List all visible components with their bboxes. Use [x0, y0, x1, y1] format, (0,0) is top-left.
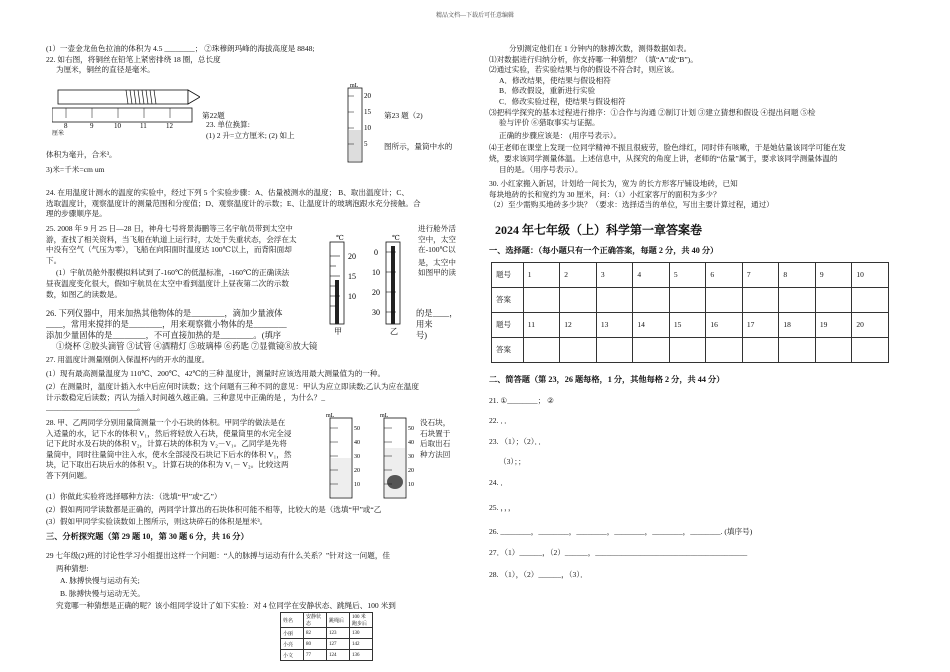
- q26-line: 26. 下列仪器中，用来加热其他物体的是________，滴加少量液体: [46, 309, 283, 318]
- answer-cell[interactable]: [779, 288, 816, 313]
- q27-line: 计示数稳定后读数；丙认为插入时间越久越正确。三种意见中正确的是 ，为什么？_: [46, 392, 326, 402]
- q25-line: 游，查找了相关资料，当飞船在轨道上运行时，太处于失重状态，会浮在太: [46, 234, 297, 244]
- q29-continued-line: 正确的步骤应该是： (用序号表示）。: [499, 130, 622, 140]
- cylinder-unit: mL: [326, 413, 335, 419]
- cylinder-tick: 40: [408, 440, 414, 446]
- answer-cell[interactable]: [852, 288, 889, 313]
- q22-line: 22. 如右图，将铜丝在铅笔上紧密排绕 18 圈，总长度: [46, 54, 221, 64]
- q29-line: B. 脉搏快慢与运动无关。: [60, 588, 145, 598]
- q25-line: 下。: [46, 255, 62, 265]
- table-cell: 答案: [492, 338, 524, 363]
- graduated-cylinders-figure: [322, 410, 422, 502]
- table-cell: 4: [633, 263, 670, 288]
- table-cell: 答案: [492, 288, 524, 313]
- q25-right-line: 如图甲的读: [418, 268, 456, 278]
- q23-line: (1) 2 升=立方厘米; (2) 如上: [206, 130, 295, 140]
- answer-cell[interactable]: [742, 288, 779, 313]
- q25-line: 中没有空气（气压为零），飞船在向阳面时温度达 100℃以上，而背阳面却: [46, 245, 292, 255]
- table-cell: 题号: [492, 263, 524, 288]
- q27-block: [46, 355, 464, 414]
- table-cell: 15: [669, 313, 706, 338]
- table-row: [492, 313, 889, 338]
- q25-line: 25. 2008 年 9 月 25 日—28 日，神舟七号将景海鹏等三名宇航员带到太空中: [46, 224, 293, 233]
- q29-continued-line: 分别测定他们在 1 分钟内的脉搏次数，测得数据如表。: [509, 44, 692, 53]
- q29-continued-line: ⑵通过实验，若实验结果与你的假设不符合时，则应该。: [489, 65, 679, 75]
- q29-continued-line: ⑷王老师在课堂上发现一位同学精神不振且很疲劳，脸色绯红，同时伴有咳嗽，于是她估量该同学可能在发: [489, 143, 846, 153]
- q26-line: ①烧杯 ②胶头滴管 ③试管 ④酒精灯 ⑤玻璃棒 ⑥药匙 ⑦显微镜⑧放大镜: [56, 342, 318, 351]
- cylinder-tick: 30: [408, 454, 414, 460]
- q25-line: 昼夜温度变化很大，假如宇航员在太空中看到温度计上昼夜第二次的示数: [46, 278, 289, 288]
- cylinder-tick: 40: [354, 440, 360, 446]
- table-row: [492, 338, 889, 363]
- q29-continued-line: 目的是。（用序号表示）。: [499, 164, 583, 174]
- cylinder-tick: 20: [408, 468, 414, 474]
- table-cell: 82: [304, 628, 327, 639]
- q22-line: 为厘米，铜丝的直径是毫米。: [56, 65, 155, 75]
- q25-right-line: 在-100℃以: [418, 245, 456, 255]
- q28b-line: (2）假如两同学读数都是正确的，两同学计算出的石块体积可能不相等，比较大的是（选填“甲”或“乙: [46, 504, 382, 514]
- table-row: [492, 263, 889, 288]
- table-cell: 8: [779, 263, 816, 288]
- table-row: [492, 288, 889, 313]
- section-heading: 三、分析探究题（第 29 题 10，第 30 题 6 分，共 16 分）: [46, 531, 249, 541]
- table-cell: 5: [669, 263, 706, 288]
- cylinder-tick: 50: [354, 426, 360, 432]
- cylinder-unit: mL: [380, 413, 389, 419]
- q26-right-line: 号): [416, 331, 428, 340]
- answer-cell[interactable]: [523, 288, 560, 313]
- table-cell: 136: [350, 650, 373, 661]
- table-cell: 13: [596, 313, 633, 338]
- pulse-data-table: [280, 612, 373, 661]
- cylinder-tick: 10: [408, 482, 414, 488]
- answer-cell[interactable]: [560, 288, 597, 313]
- table-cell: 130: [350, 628, 373, 639]
- q25-right-line: 空中，太空: [418, 234, 456, 244]
- answer-cell[interactable]: [742, 338, 779, 363]
- q27-line: (1）现有最高测量温度为 110℃、200℃、42℃的三种 温度计，测量时应该选用最大测量值为的一种。: [46, 368, 386, 378]
- cylinder-tick: 20: [364, 92, 371, 100]
- q23-line: 3)米=千米=cm um: [46, 164, 105, 174]
- ruler-tick-label: 8: [64, 122, 68, 130]
- answer-cell[interactable]: [633, 288, 670, 313]
- thermometer-b-label: 乙: [390, 327, 398, 336]
- q30-line: 30. 小红家搬入新居，计划给一间长为，宽为 的长方形客厅铺设地砖，已知: [489, 179, 738, 189]
- ruler-unit: 厘米: [52, 131, 65, 136]
- table-cell: 124: [327, 650, 350, 661]
- q28-right-line: 种方法回: [420, 449, 451, 459]
- table-cell: 16: [706, 313, 743, 338]
- thermometer-b-tick: 0: [374, 248, 378, 257]
- answer-cell[interactable]: [706, 338, 743, 363]
- table-cell: 安静状态: [304, 613, 327, 628]
- q25-line: 数，如图乙的读数是。: [46, 289, 122, 299]
- q28-line: 28. 甲、乙两同学分别用量筒测量一个小石块的体积。甲同学的做法是在: [46, 418, 286, 427]
- ruler-tick-label: 10: [114, 122, 121, 130]
- ruler-tick-label: 9: [90, 122, 94, 130]
- q29-continued-line: 验与评价 ⑥猎取事实与证据。: [499, 118, 600, 128]
- q29-continued-line: ⑶把科学探究的基本过程进行排序：①合作与沟通 ②制订计划 ③建立猜想和假设 ④提出问题 ⑤检: [489, 107, 816, 117]
- table-cell: 10: [852, 263, 889, 288]
- table-cell: 跳绳后: [327, 613, 350, 628]
- q30-line: 每块地砖的长和宽约为 30 厘米，问：（1）小红家客厅的面积为多少？: [489, 189, 721, 199]
- q29-continued-line: B．修改假设，重新进行实验: [499, 86, 596, 96]
- q29-line: 两种猜想:: [56, 563, 89, 573]
- answer-cell[interactable]: [523, 338, 560, 363]
- table-cell: 12: [560, 313, 597, 338]
- table-cell: 小文: [281, 650, 304, 661]
- answer-cell[interactable]: [560, 338, 597, 363]
- table-cell: 7: [742, 263, 779, 288]
- table-cell: 18: [779, 313, 816, 338]
- answer-cell[interactable]: [815, 338, 852, 363]
- q24-line: 24. 在用温度计测水的温度的实验中，经过下列 5 个实验步骤：A、估量被测水的温度； B、取出温度计；C、: [46, 188, 410, 197]
- thermometer-a-tick: 15: [348, 272, 356, 281]
- q24-line: 选取温度计，观察温度计的测量范围和分度值；D、观察温度计的示数；E、让温度计的玻璃泡跟水充分接触。合: [46, 198, 421, 208]
- answer-cell[interactable]: [596, 338, 633, 363]
- thermometer-unit: ℃: [336, 234, 344, 242]
- table-cell: 11: [523, 313, 560, 338]
- section-heading: 一、选择题：（每小题只有一个正确答案，每题 2 分，共 40 分）: [489, 245, 719, 255]
- q29-continued-line: 烧，要求该同学测量体温。上述信息中，从探究的角度上讲，老师的“估量”属于，要求该同学测量体温的: [489, 153, 838, 163]
- table-cell: 19: [815, 313, 852, 338]
- q28-right-line: 没石块，: [420, 418, 451, 427]
- table-cell: 17: [742, 313, 779, 338]
- q26-right-line: 的是____，: [416, 309, 458, 318]
- table-cell: 123: [327, 628, 350, 639]
- answer-cell[interactable]: [596, 288, 633, 313]
- table-cell: 6: [706, 263, 743, 288]
- cylinder-tick: 15: [364, 108, 371, 116]
- answer-cell[interactable]: [669, 338, 706, 363]
- table-cell: 100 米跑步后: [350, 613, 373, 628]
- answer-line: 22. ．．: [489, 416, 512, 426]
- q30-line: （2）至少需购买地砖多少块？（要求：选择适当的单位，写出主要计算过程，通过）: [489, 200, 774, 210]
- q28-line: 记下此时水及石块的体积 V₂，计算石块的体积为 V₂－V₁。乙同学是先将: [46, 439, 287, 449]
- q25-right-line: 是，太空中: [418, 257, 456, 267]
- answer-cell[interactable]: [815, 288, 852, 313]
- q28-line: 答下列问题。: [46, 470, 92, 480]
- q29-line: 29 七年级(2)班的讨论性学习小组提出这样一个问题：“人的脉搏与运动有什么关系？”针对这一问题，佳: [46, 551, 391, 560]
- table-cell: 127: [327, 639, 350, 650]
- q28-right-line: 后取出石: [420, 439, 451, 449]
- q27-line: ________________________。: [46, 403, 145, 413]
- thermometer-a-tick: 20: [348, 252, 356, 261]
- table-cell: 77: [304, 650, 327, 661]
- thermometer-b-tick: 30: [372, 308, 380, 317]
- page-header: 精品文档—下载后可任意编辑: [435, 13, 514, 19]
- section-heading: 二、简答题（第 23，26 题每格，1 分，其他每格 2 分，共 44 分）: [489, 375, 725, 385]
- answer-line: 28. （1），（2）______，（3）．: [489, 570, 588, 580]
- cylinder-unit: mL: [350, 83, 359, 89]
- cylinder-tick: 20: [354, 468, 360, 474]
- q24-line: 理的步骤顺序是。: [46, 209, 107, 219]
- thermometer-a-label: 甲: [334, 327, 342, 336]
- thermometer-b-tick: 20: [372, 288, 380, 297]
- cylinder-tick: 10: [354, 482, 360, 488]
- cylinder-tick: 50: [408, 426, 414, 432]
- q26-right-line: 用来: [416, 320, 433, 329]
- answer-line: 27．（1）______，（2）______，________________________________________: [489, 547, 748, 557]
- q29-continued-line: A．修改结果，使结果与假设相符: [499, 75, 611, 85]
- answer-cell[interactable]: [706, 288, 743, 313]
- answer-line: （3）；；: [499, 457, 526, 467]
- q23-line: 体积为毫升，合米³。: [46, 150, 117, 160]
- table-cell: 小亮: [281, 639, 304, 650]
- q29-continued-line: ⑴对数据进行归纳分析，你支持哪一种猜想？（填“A”或“B”)。: [489, 54, 698, 64]
- q25-right-line: 进行舱外活: [418, 224, 456, 233]
- q24-block: [46, 188, 464, 220]
- table-cell: 9: [815, 263, 852, 288]
- table-cell: 小丽: [281, 628, 304, 639]
- q28-line: 块，记下取出石块后水的体积 V₂，计算石块的体积为 V₁－ V₂。比较这两: [46, 460, 289, 470]
- right-column: [489, 44, 889, 581]
- answer-cell[interactable]: [669, 288, 706, 313]
- answer-cell[interactable]: [633, 338, 670, 363]
- table-cell: 2: [560, 263, 597, 288]
- ruler-tick-label: 11: [140, 122, 147, 130]
- cylinder-tick: 30: [354, 454, 360, 460]
- ruler-tick-label: 12: [166, 122, 173, 130]
- q28b-line: (3）假如甲同学实验读数如上图所示，则这块碎石的体积是厘米³。: [46, 517, 268, 527]
- q28b-line: (1）你做此实验将选择哪种方法：（选填“甲”或“乙”）: [46, 492, 222, 501]
- q23-right: 图所示，量筒中水的: [384, 142, 453, 151]
- answer-line: 26. ________，________，________，________，________，________. (填序号): [489, 527, 753, 537]
- fig22-caption: 第22题: [202, 111, 225, 120]
- thermometer-b-tick: 10: [372, 268, 380, 277]
- q28-block: [46, 418, 336, 482]
- q26-line: ____，常用来搅拌的是________，用来观察微小物体的是________: [46, 320, 287, 329]
- q29-continued-line: C．修改实验过程，使结果与假设相符: [499, 96, 626, 106]
- table-cell: 20: [852, 313, 889, 338]
- q25-line: (1）宇航员舱外服模拟料试到了-160℃的低温标准，-160℃的正确读法: [56, 268, 290, 278]
- answer-line: 24. ．: [489, 478, 508, 488]
- cylinder-tick: 10: [364, 124, 371, 132]
- table-cell: 14: [633, 313, 670, 338]
- q26-line: 添加少量固体的是________，不可直接加热的是________。(填序: [46, 331, 282, 340]
- answer-cell[interactable]: [852, 338, 889, 363]
- answer-line: 21. ①________； ②: [489, 395, 554, 405]
- q25-right: [418, 224, 468, 279]
- q26-block: [46, 308, 464, 352]
- q25-block: [46, 224, 346, 300]
- table-cell: 姓名: [281, 613, 304, 628]
- q23-line: 23. 单位换算:: [206, 120, 250, 129]
- fig23-caption: 第23 题（2): [384, 111, 423, 120]
- answer-cell[interactable]: [779, 338, 816, 363]
- table-cell: 题号: [492, 313, 524, 338]
- q27-line: 27. 用温度计测量刚倒入保温杯内的开水的温度。: [46, 355, 210, 364]
- q21-line: (1）一壶金龙鱼色拉油的体积为 4.5 ________； ②珠穆朗玛峰的海拔高度是 8848;: [46, 44, 315, 53]
- table-cell: 80: [304, 639, 327, 650]
- answer-line: 25. ，，，: [489, 502, 516, 512]
- q29-line: 究竟哪一种猜想是正确的呢？该小组同学设计了如下实验：对 4 位同学在安静状态、跳绳后、100 米到: [56, 601, 396, 611]
- q29-line: A. 脉搏快慢与运动有关;: [60, 576, 140, 586]
- q28-line: 入适量的水，记下水的体积 V₁，然后将轻放入石块，使量筒里的水完全浸: [46, 428, 292, 438]
- answer-sheet-title: 2024 年七年级（上）科学第一章答案卷: [495, 222, 703, 237]
- thermometer-a-tick: 10: [348, 292, 356, 301]
- q28b-block: [46, 492, 464, 542]
- answer-line: 23. （1）；（2）．．: [489, 436, 546, 446]
- table-cell: 1: [523, 263, 560, 288]
- q28-line: 量筒中，同时往量筒中注入水，使水全部浸没石块记下后水的体积 V₁，然: [46, 449, 292, 459]
- choice-answer-table: [491, 262, 889, 363]
- q26-right: [416, 308, 466, 341]
- q28-right-line: 石块置于: [420, 428, 451, 438]
- table-cell: 142: [350, 639, 373, 650]
- table-cell: 3: [596, 263, 633, 288]
- cylinder-tick: 5: [364, 140, 368, 148]
- thermometer-unit: ℃: [392, 234, 400, 242]
- q29-block: [46, 551, 464, 612]
- left-column: [46, 44, 464, 76]
- q28-right: [420, 418, 466, 460]
- q27-line: (2）在测量时，温度计插入水中后应何时读数；这个问题有三种不同的意见：甲认为应立即读数;乙认为应在温度: [46, 382, 419, 392]
